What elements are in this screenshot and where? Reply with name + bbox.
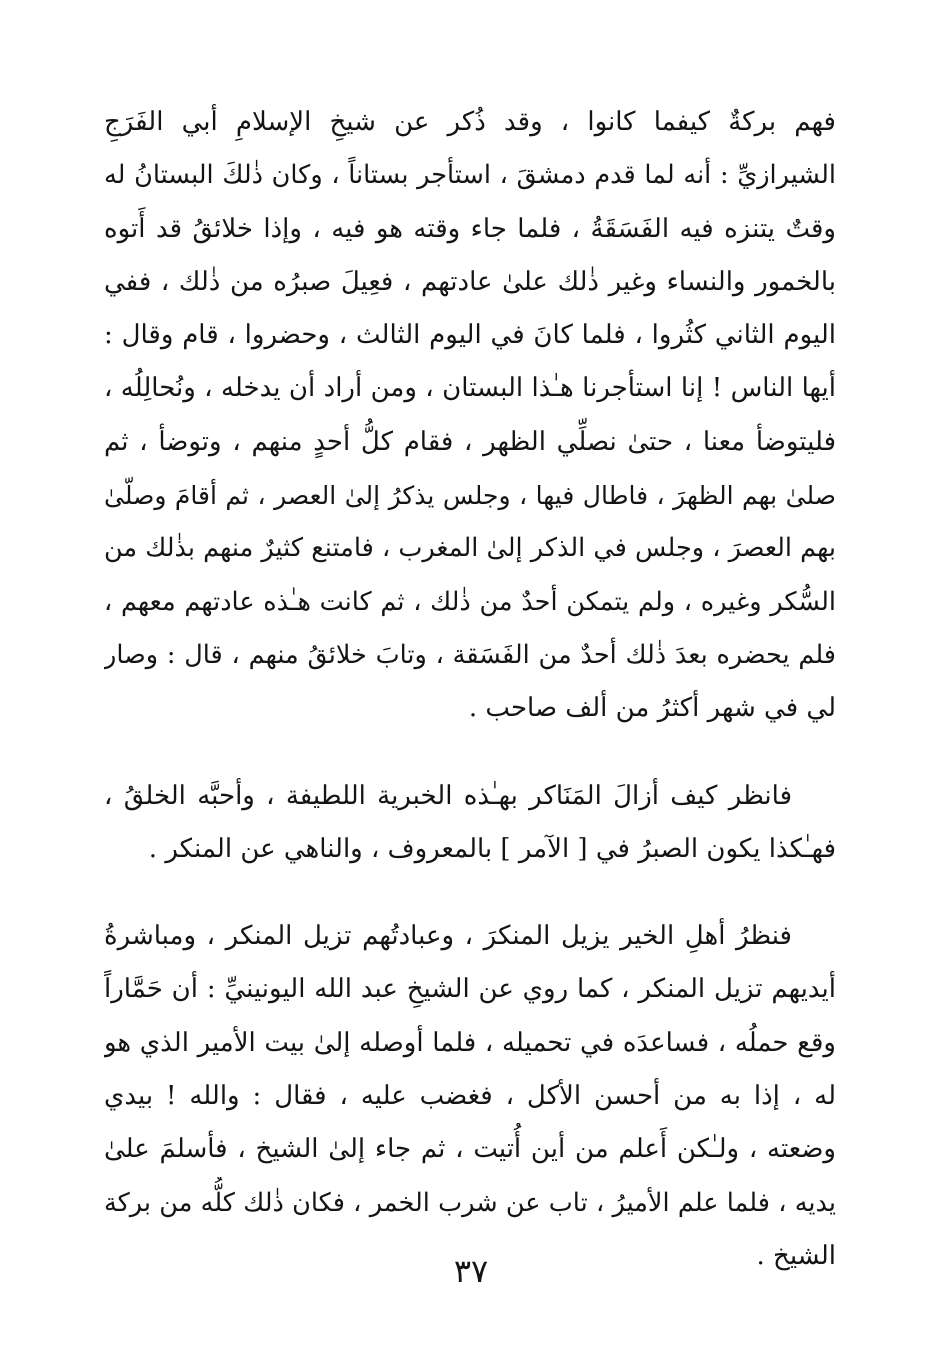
text-line: أيديهم تزيل المنكر ، كما روي عن الشيخِ عبد الله اليونينيِّ : أن حَمَّاراً — [104, 974, 836, 1005]
paragraph-gap — [104, 736, 836, 770]
paragraph-2 — [104, 770, 836, 877]
text-line: فهـٰكذا يكون الصبرُ في [ الآمر ] بالمعروف ، والناهي عن المنكر . — [148, 833, 836, 864]
paragraph-gap — [104, 876, 836, 910]
text-line: الشيخ . — [756, 1240, 836, 1271]
text-line: فانظر كيف أزالَ المَنَاكر بهـٰذه الخبرية اللطيفة ، وأحبَّه الخلقُ ، — [104, 780, 792, 811]
text-line: اليوم الثاني كثُروا ، فلما كانَ في اليوم الثالث ، وحضروا ، قام وقال : — [104, 320, 836, 351]
text-line: أيها الناس ! إنا استأجرنا هـٰذا البستان ، ومن أراد أن يدخله ، ونُحالِلُه ، — [104, 373, 836, 404]
text-line: الشيرازيِّ : أنه لما قدم دمشقَ ، استأجر بستاناً ، وكان ذٰلكَ البستانُ له — [104, 160, 836, 191]
text-line: وقع حملُه ، فساعدَه في تحميله ، فلما أوصله إلىٰ بيت الأمير الذي هو — [104, 1027, 836, 1058]
text-line: يديه ، فلما علم الأميرُ ، تاب عن شرب الخمر ، فكان ذٰلك كلُّه من بركة — [104, 1187, 836, 1218]
text-line: فهم بركةٌ كيفما كانوا ، وقد ذُكر عن شيخِ الإسلامِ أبي الفَرَجِ — [104, 107, 836, 137]
text-line: صلىٰ بهم الظهرَ ، فاطال فيها ، وجلس يذكرُ إلىٰ العصر ، ثم أقامَ وصلّىٰ — [104, 481, 836, 511]
text-line: له ، إذا به من أحسن الأكل ، فغضب عليه ، فقال : والله ! بيدي — [104, 1081, 836, 1112]
text-line: وضعته ، ولـٰكن أَعلم من أين أُتيت ، ثم جاء إلىٰ الشيخ ، فأسلمَ علىٰ — [104, 1134, 836, 1165]
text-line: فليتوضأ معنا ، حتىٰ نصلِّي الظهر ، فقام كلُّ أحدٍ منهم ، وتوضأ ، ثم — [104, 426, 836, 457]
text-line: فنظرُ أهلِ الخير يزيل المنكرَ ، وعبادتُهم تزيل المنكر ، ومباشرةُ — [104, 921, 792, 952]
page-number: ٣٧ — [453, 1252, 489, 1290]
text-line: بالخمور والنساء وغير ذٰلك علىٰ عادتهم ، فعِيلَ صبرُه من ذٰلك ، ففي — [104, 266, 836, 297]
text-line: السُّكر وغيره ، ولم يتمكن أحدٌ من ذٰلك ، ثم كانت هـٰذه عادتهم معهم ، — [104, 586, 836, 617]
paragraph-1 — [104, 96, 836, 736]
text-line: بهم العصرَ ، وجلس في الذكر إلىٰ المغرب ، فامتنع كثيرٌ منهم بذٰلك من — [104, 533, 836, 564]
text-line: وقتٌ يتنزه فيه الفَسَقَةُ ، فلما جاء وقته هو فيه ، وإذا خلائقُ قد أَتوه — [104, 213, 836, 244]
paragraph-3 — [104, 910, 836, 1283]
page-body — [104, 96, 836, 1283]
text-line: فلم يحضره بعدَ ذٰلك أحدٌ من الفَسَقة ، وتابَ خلائقُ منهم ، قال : وصار — [104, 639, 836, 670]
text-line: لي في شهر أكثرُ من ألف صاحب . — [468, 693, 836, 724]
